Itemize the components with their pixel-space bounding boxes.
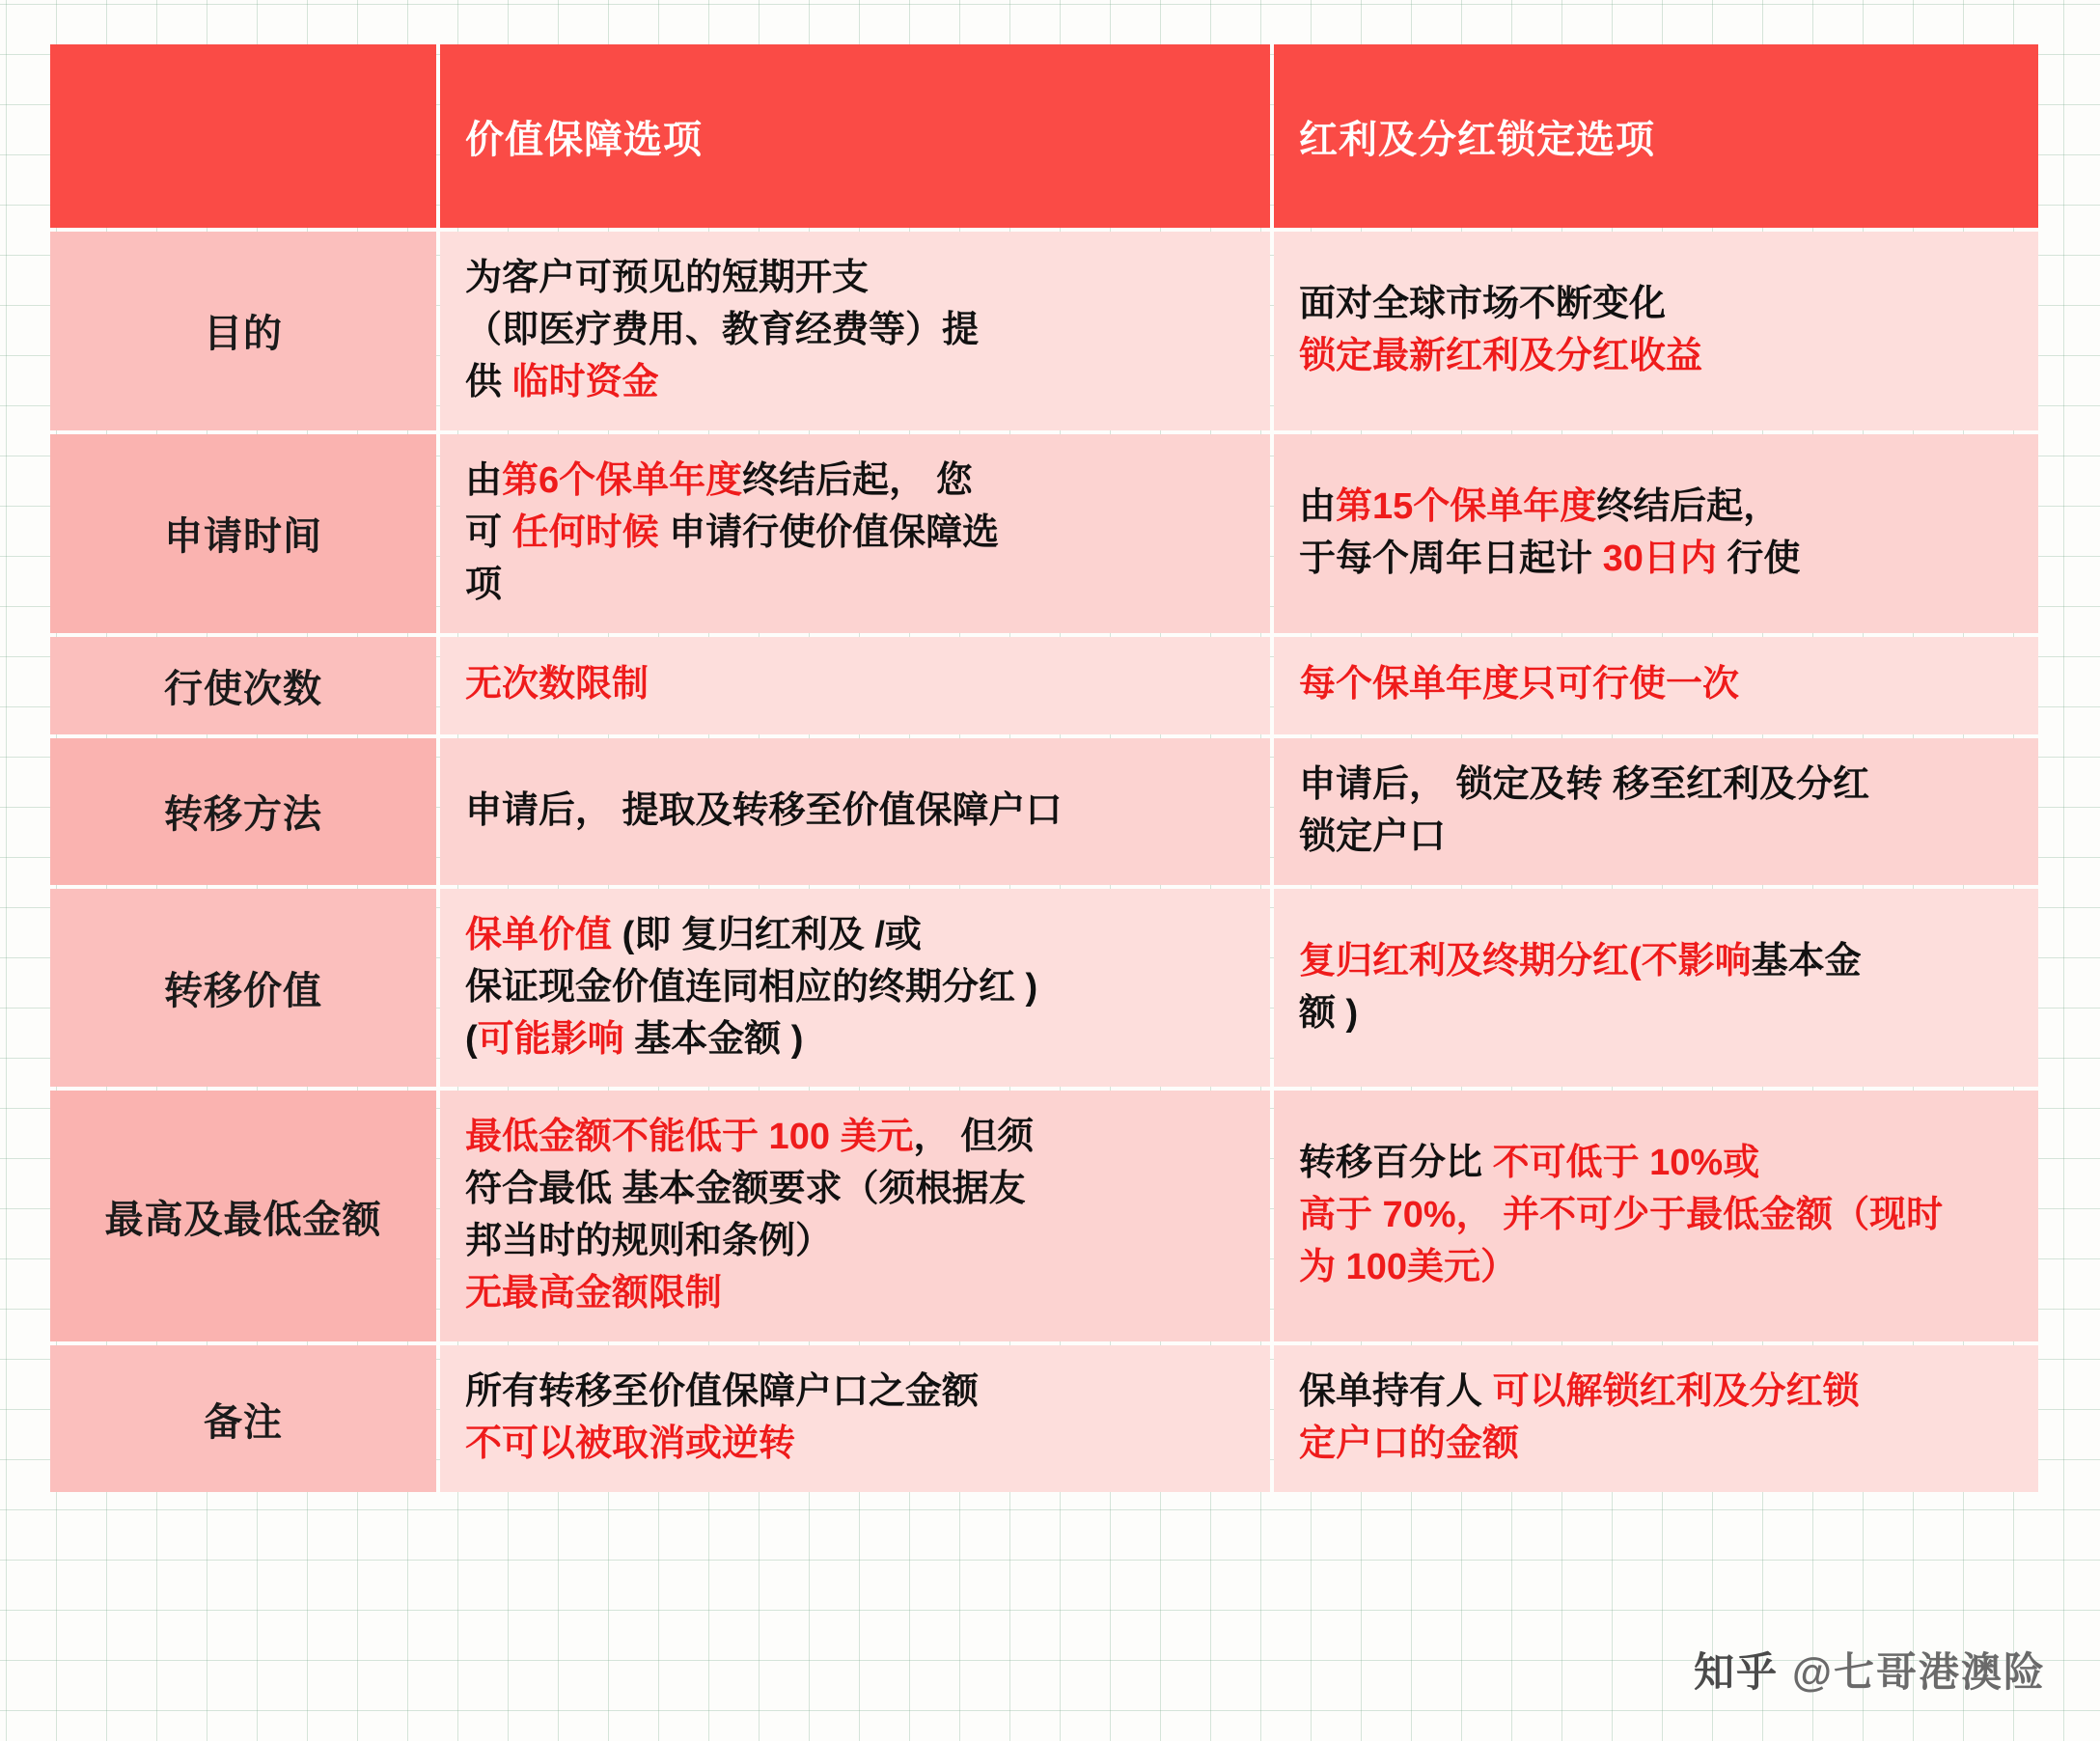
watermark-handle: @七哥港澳险: [1792, 1649, 2046, 1695]
cell-value-protection: 保单价值 (即 复归红利及 /或 保证现金价值连同相应的终期分红 ) (可能影响 基本金额 ): [440, 889, 1270, 1088]
comparison-table: [46, 41, 2042, 1496]
header-cell-blank: [50, 44, 436, 228]
watermark-platform: 知乎: [1694, 1649, 1780, 1695]
header-cell-value-protection: 价值保障选项: [440, 44, 1270, 228]
row-label: 目的: [50, 232, 436, 430]
row-label: 备注: [50, 1345, 436, 1492]
table-row: [50, 1345, 2038, 1492]
row-label: 申请时间: [50, 434, 436, 633]
table-row: [50, 889, 2038, 1088]
header-cell-dividend-lock: 红利及分红锁定选项: [1274, 44, 2038, 228]
watermark: [1694, 1641, 2046, 1699]
table-header-row: [50, 44, 2038, 228]
cell-value-protection: 为客户可预见的短期开支 （即医疗费用、教育经费等）提 供 临时资金: [440, 232, 1270, 430]
row-label: 转移价值: [50, 889, 436, 1088]
cell-value-protection: 最低金额不能低于 100 美元， 但须 符合最低 基本金额要求（须根据友 邦当时的规则和条例） 无最高金额限制: [440, 1091, 1270, 1341]
cell-dividend-lock: 复归红利及终期分红(不影响基本金 额 ): [1274, 889, 2038, 1088]
table-row: [50, 637, 2038, 734]
table-row: [50, 232, 2038, 430]
row-label: 行使次数: [50, 637, 436, 734]
table-body: [50, 232, 2038, 1492]
cell-value-protection: 申请后， 提取及转移至价值保障户口: [440, 738, 1270, 885]
cell-dividend-lock: 由第15个保单年度终结后起， 于每个周年日起计 30日内 行使: [1274, 434, 2038, 633]
cell-dividend-lock: 转移百分比 不可低于 10%或 高于 70%， 并不可少于最低金额（现时 为 100美元）: [1274, 1091, 2038, 1341]
cell-dividend-lock: 保单持有人 可以解锁红利及分红锁 定户口的金额: [1274, 1345, 2038, 1492]
table-row: [50, 434, 2038, 633]
table-row: [50, 738, 2038, 885]
cell-value-protection: 无次数限制: [440, 637, 1270, 734]
table-row: [50, 1091, 2038, 1341]
cell-dividend-lock: 申请后， 锁定及转 移至红利及分红 锁定户口: [1274, 738, 2038, 885]
row-label: 转移方法: [50, 738, 436, 885]
comparison-table-container: [46, 41, 2031, 1496]
cell-dividend-lock: 面对全球市场不断变化 锁定最新红利及分红收益: [1274, 232, 2038, 430]
cell-value-protection: 所有转移至价值保障户口之金额 不可以被取消或逆转: [440, 1345, 1270, 1492]
row-label: 最高及最低金额: [50, 1091, 436, 1341]
cell-dividend-lock: 每个保单年度只可行使一次: [1274, 637, 2038, 734]
cell-value-protection: 由第6个保单年度终结后起， 您 可 任何时候 申请行使价值保障选 项: [440, 434, 1270, 633]
